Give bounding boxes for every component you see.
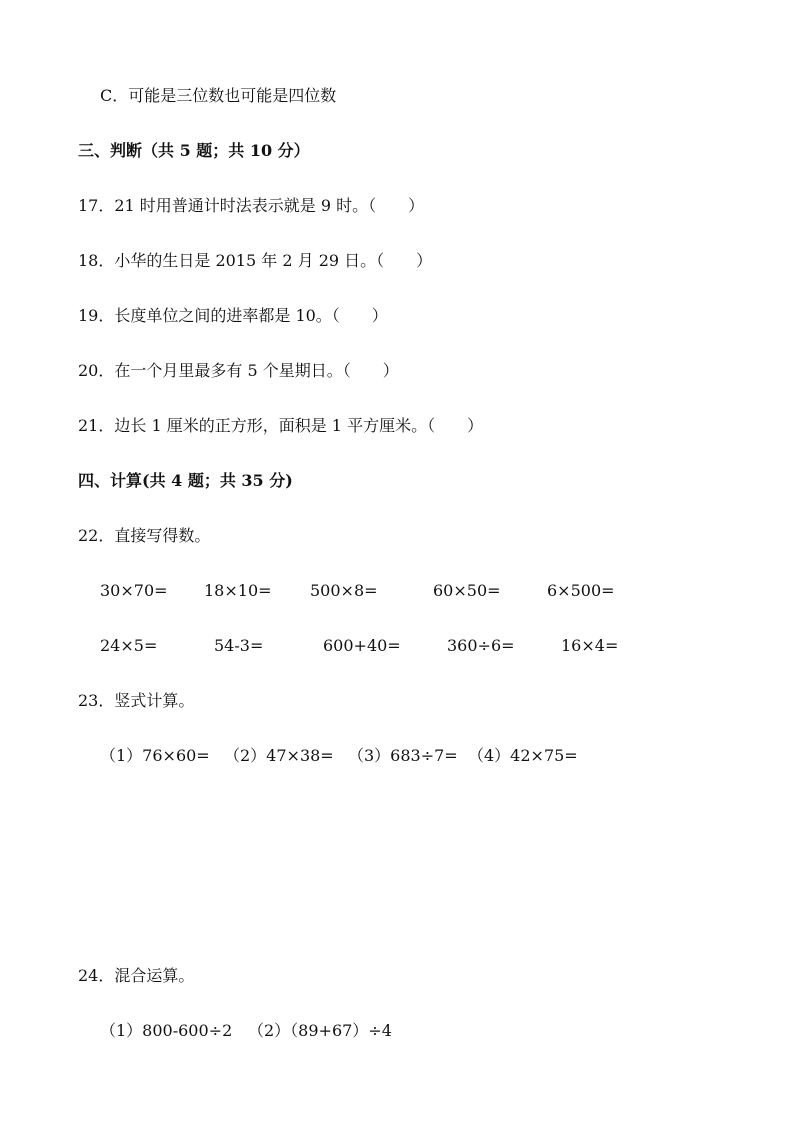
q22-row1-item: 18×10= [204,581,272,600]
previous-question-option-c: C．可能是三位数也可能是四位数 [100,86,337,105]
question-24-prompt: 24．混合运算。 [78,966,195,985]
section-4-heading: 四、计算(共 4 题；共 35 分) [78,471,293,490]
question-23-prompt: 23．竖式计算。 [78,691,195,710]
q22-row2-item: 16×4= [561,636,619,655]
q22-row1-item: 500×8= [310,581,378,600]
question-21: 21．边长 1 厘米的正方形，面积是 1 平方厘米。（ ） [78,416,484,435]
q24-item: （2）（89+67）÷4 [248,1021,392,1040]
question-18: 18．小华的生日是 2015 年 2 月 29 日。（ ） [78,251,433,270]
question-20: 20．在一个月里最多有 5 个星期日。（ ） [78,361,399,380]
q22-row2-item: 600+40= [323,636,401,655]
q22-row2-item: 54-3= [214,636,264,655]
q23-item: （2）47×38= [224,746,334,765]
q22-row1-item: 60×50= [433,581,501,600]
question-22-prompt: 22．直接写得数。 [78,526,211,545]
q22-row1-item: 6×500= [547,581,615,600]
q23-item: （4）42×75= [468,746,578,765]
q24-item: （1）800-600÷2 [100,1021,233,1040]
q22-row2-item: 360÷6= [447,636,515,655]
q23-item: （1）76×60= [100,746,210,765]
question-17: 17．21 时用普通计时法表示就是 9 时。（ ） [78,196,425,215]
q22-row1-item: 30×70= [100,581,168,600]
question-19: 19．长度单位之间的进率都是 10。（ ） [78,306,388,325]
q22-row2-item: 24×5= [100,636,158,655]
section-3-heading: 三、判断（共 5 题；共 10 分） [78,141,310,160]
q23-item: （3）683÷7= [348,746,458,765]
